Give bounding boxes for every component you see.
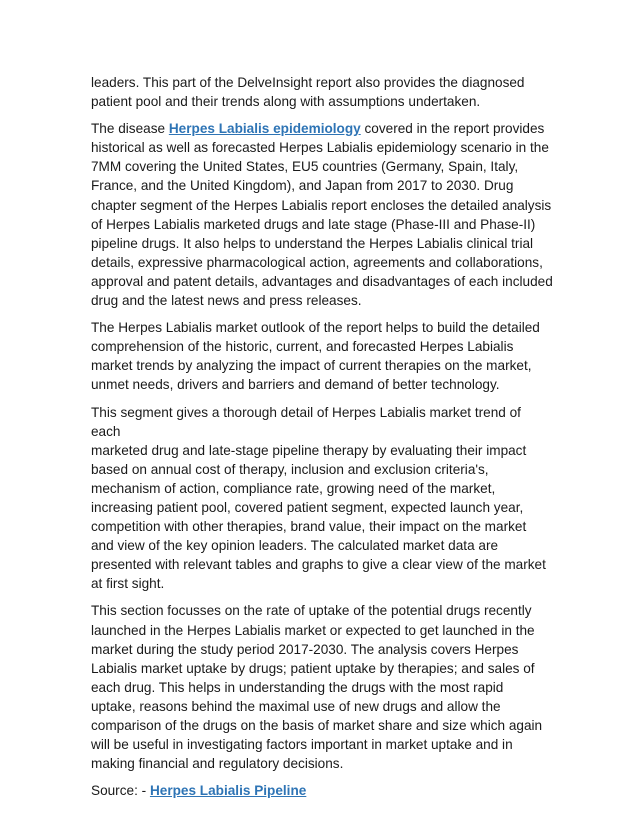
source-line [91, 781, 553, 800]
herpes-labialis-epidemiology-link[interactable]: Herpes Labialis epidemiology [168, 121, 361, 137]
paragraph-diagnosed-pool: leaders. This part of the DelveInsight report also provides the diagnosed patient pool and their trends along with assumptions undertaken. [91, 75, 525, 110]
paragraph-market-outlook: The Herpes Labialis market outlook of the report helps to build the detailed comprehension of the historic, current, and forecasted Herpes Labialis market trends by analyzing the impact of current therapies on the market, unmet needs, drivers and barriers and demand of better technology. [91, 320, 540, 393]
paragraph-epidemiology-body: covered in the report provides historical as well as forecasted Herpes Labialis epidemiology scenario in the 7MM covering the United States, EU5 countries (Germany, Spain, Italy, France, and the United Kingdom), and Japan from 2017 to 2030. Drug chapter segment of the Herpes Labialis report encloses the detailed analysis of Herpes Labialis marketed drugs and late stage (Phase-III and Phase-II) pipeline drugs. It also helps to understand the Herpes Labialis clinical trial details, expressive pharmacological action, agreements and collaborations, approval and patent details, advantages and disadvantages of each included drug and the latest news and press releases. [91, 121, 553, 309]
paragraph-uptake: This section focusses on the rate of uptake of the potential drugs recently launched in the Herpes Labialis market or expected to get launched in the market during the study period 2017-2030. The analysis covers Herpes Labialis market uptake by drugs; patient uptake by therapies; and sales of each drug. This helps in understanding the drugs with the most rapid uptake, reasons behind the maximal use of new drugs and allow the comparison of the drugs on the basis of market share and size which again will be useful in investigating factors important in market uptake and in making financial and regulatory decisions. [91, 603, 543, 772]
source-label: Source: - [91, 783, 150, 799]
document-page [91, 73, 553, 808]
paragraph-epidemiology-intro: The disease [91, 121, 169, 137]
paragraph-epidemiology [91, 119, 553, 310]
paragraph-market-trend: This segment gives a thorough detail of Herpes Labialis market trend of each marketed drug and late-stage pipeline therapy by evaluating their impact based on annual cost of therapy, inclusion and exclusion criteria's, mechanism of action, compliance rate, growing need of the market, increasing patient pool, covered patient segment, expected launch year, competition with other therapies, brand value, their impact on the market and view of the key opinion leaders. The calculated market data are presented with relevant tables and graphs to give a clear view of the market at first sight. [91, 404, 546, 592]
herpes-labialis-pipeline-link[interactable]: Herpes Labialis Pipeline [149, 783, 307, 799]
